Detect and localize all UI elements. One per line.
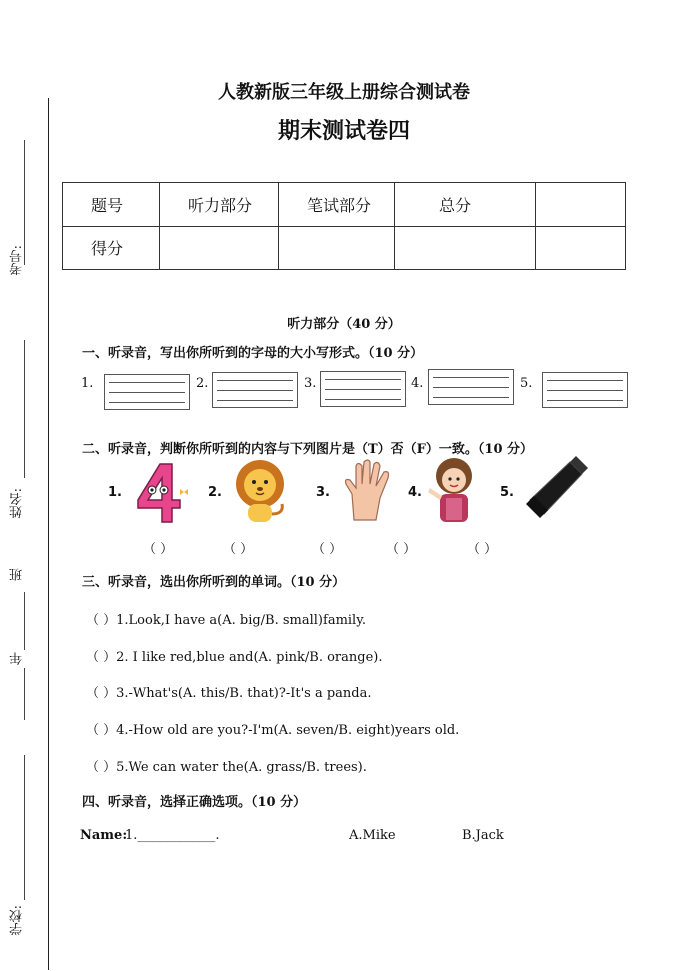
question-line: （ ）3.-What's(A. this/B. that)?-It's a panda. (86, 686, 372, 701)
nian-label: 年 (10, 652, 25, 665)
xuexiao-label: 学校: (10, 905, 25, 936)
listening-header: 听力部分（40 分） (287, 317, 401, 332)
kaohao-label: 考号: (10, 245, 25, 276)
letter-writing-box[interactable] (428, 369, 514, 405)
score-table (62, 182, 626, 270)
table-cell[interactable] (536, 183, 626, 227)
letter-writing-box[interactable] (320, 371, 406, 407)
ban-label: 班 (10, 568, 25, 581)
glue-tube-icon (524, 452, 592, 518)
item-number: 4. (411, 376, 424, 391)
girl-icon (424, 454, 480, 524)
letter-writing-box[interactable] (104, 374, 190, 410)
item-number: 3. (304, 376, 317, 391)
question-line: （ ）1.Look,I have a(A. big/B. small)family. (86, 613, 366, 628)
answer-paren[interactable]: （ ） (223, 542, 254, 557)
table-cell: 得分 (63, 226, 160, 270)
item-number: 2. (196, 376, 209, 391)
item-number: 2. (208, 485, 222, 500)
name-label: Name: (80, 828, 128, 843)
table-cell[interactable] (536, 226, 626, 270)
answer-paren[interactable]: （ ） (386, 542, 417, 557)
question-line: （ ）2. I like red,blue and(A. pink/B. orange). (86, 650, 383, 665)
answer-paren[interactable]: （ ） (467, 542, 498, 557)
table-row (63, 183, 626, 227)
number-four-icon (134, 460, 194, 524)
item-number: 5. (500, 485, 514, 500)
binding-line (48, 98, 49, 970)
xuexiao-line (24, 755, 25, 900)
lion-icon (228, 458, 296, 526)
item-number: 5. (520, 376, 533, 391)
item-number: 4. (408, 485, 422, 500)
item-number: 1. (108, 485, 122, 500)
section4-heading: 四、听录音，选择正确选项。（10 分） (82, 795, 307, 810)
table-cell: 题号 (63, 183, 160, 227)
question-line: （ ）4.-How old are you?-I'm(A. seven/B. eight)years old. (86, 723, 460, 738)
item-number: 1. (81, 376, 94, 391)
exam-title: 期末测试卷四 (277, 118, 410, 144)
option-a: A.Mike (349, 828, 396, 843)
xingming-label: 姓名: (10, 488, 25, 519)
table-cell: 笔试部分 (279, 183, 395, 227)
table-cell[interactable] (395, 226, 536, 270)
option-b: B.Jack (462, 828, 504, 843)
ban-line (24, 592, 25, 650)
table-cell: 总分 (395, 183, 536, 227)
name-blank[interactable]: 1.____________. (125, 828, 220, 843)
exam-subtitle: 人教新版三年级上册综合测试卷 (218, 82, 470, 103)
table-cell[interactable] (160, 226, 279, 270)
section1-heading: 一、听录音，写出你所听到的字母的大小写形式。（10 分） (82, 346, 424, 361)
item-number: 3. (316, 485, 330, 500)
table-cell: 听力部分 (160, 183, 279, 227)
answer-paren[interactable]: （ ） (143, 542, 174, 557)
question-line: （ ）5.We can water the(A. grass/B. trees). (86, 760, 367, 775)
hand-icon (342, 458, 398, 522)
xingming-line (24, 340, 25, 478)
section2-heading: 二、听录音，判断你所听到的内容与下列图片是（T）否（F）一致。（10 分） (82, 442, 534, 457)
answer-paren[interactable]: （ ） (312, 542, 343, 557)
section3-heading: 三、听录音，选出你所听到的单词。（10 分） (82, 575, 346, 590)
letter-writing-box[interactable] (212, 372, 298, 408)
table-row (63, 226, 626, 270)
nian-line (24, 668, 25, 720)
letter-writing-box[interactable] (542, 372, 628, 408)
table-cell[interactable] (279, 226, 395, 270)
